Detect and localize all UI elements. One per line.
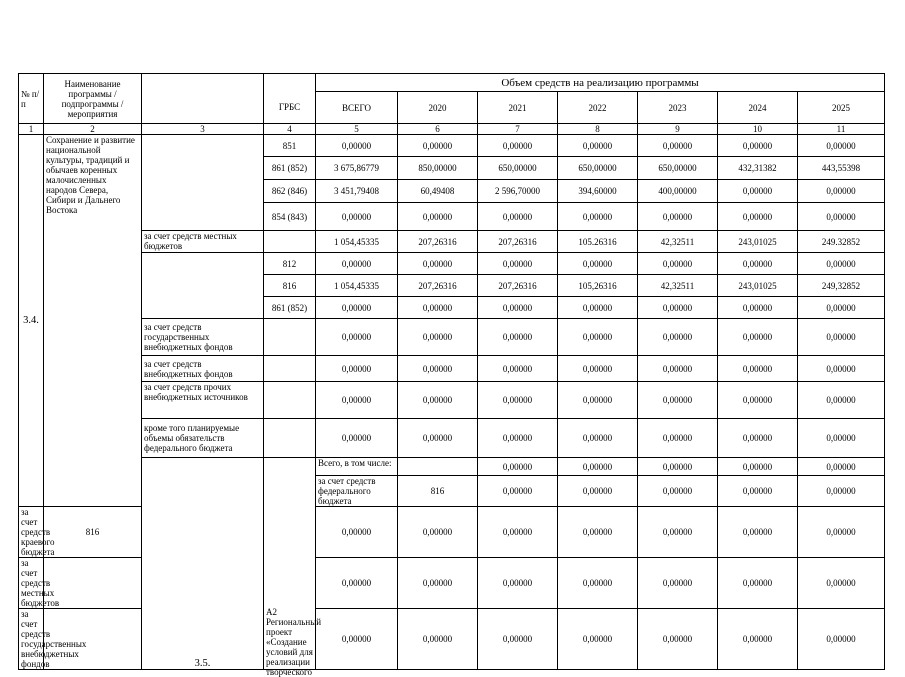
header-year: 2020 <box>398 92 478 124</box>
col-number: 11 <box>798 124 885 135</box>
value-cell: 0,00000 <box>798 180 885 203</box>
value-cell: 0,00000 <box>316 507 398 558</box>
value-cell: 0,00000 <box>638 356 718 382</box>
value-cell: 0,00000 <box>478 419 558 458</box>
value-cell: 0,00000 <box>558 458 638 476</box>
value-cell: 0,00000 <box>798 319 885 356</box>
grbs-cell: 862 (846) <box>264 180 316 203</box>
header-grbs-top <box>264 74 316 92</box>
value-cell: 0,00000 <box>798 507 885 558</box>
budget-table <box>18 73 885 677</box>
value-cell: 0,00000 <box>638 297 718 319</box>
value-cell: 0,00000 <box>558 253 638 275</box>
value-cell: 0,00000 <box>398 135 478 157</box>
value-cell: 42,32511 <box>638 275 718 297</box>
value-cell: 0,00000 <box>478 458 558 476</box>
value-cell: 0,00000 <box>718 507 798 558</box>
value-cell: 0,00000 <box>798 558 885 609</box>
value-cell: 0,00000 <box>718 558 798 609</box>
value-cell: 0,00000 <box>718 253 798 275</box>
value-cell: 0,00000 <box>316 356 398 382</box>
value-cell: 0,00000 <box>316 382 398 419</box>
value-cell: 0,00000 <box>798 476 885 507</box>
budget-table-sheet <box>18 73 884 677</box>
grbs-cell: 861 (852) <box>264 297 316 319</box>
value-cell: 0,00000 <box>316 319 398 356</box>
header-year: 2022 <box>558 92 638 124</box>
value-cell: 0,00000 <box>398 356 478 382</box>
value-cell: 0,00000 <box>316 297 398 319</box>
value-cell: 0,00000 <box>316 135 398 157</box>
value-cell: 0,00000 <box>798 458 885 476</box>
col-number: 8 <box>558 124 638 135</box>
value-cell: 0,00000 <box>558 356 638 382</box>
value-cell: 0,00000 <box>478 507 558 558</box>
value-cell: 0,00000 <box>798 382 885 419</box>
value-cell: 0,00000 <box>558 319 638 356</box>
value-cell: 0,00000 <box>478 297 558 319</box>
table-row <box>19 319 885 356</box>
col-number: 1 <box>19 124 44 135</box>
value-cell: 0,00000 <box>638 203 718 231</box>
value-cell: 0,00000 <box>398 203 478 231</box>
measure-name-text: Сохранение и развитие национальной культуры, традиций и обычаев коренных малочисленных народов Севера, Сибири и Дальнего Востока <box>46 135 135 215</box>
value-cell: 0,00000 <box>558 609 638 670</box>
value-cell: 1 054,45335 <box>316 275 398 297</box>
value-cell: 0,00000 <box>316 253 398 275</box>
col-number: 2 <box>44 124 142 135</box>
grbs-cell: 816 <box>44 507 142 558</box>
value-cell: 0,00000 <box>478 203 558 231</box>
column-number-row <box>19 124 885 135</box>
value-cell: 0,00000 <box>718 382 798 419</box>
value-cell: 42,32511 <box>638 231 718 253</box>
funding-source-label: за счет средств прочих внебюджетных источников <box>142 382 264 419</box>
header-year: 2021 <box>478 92 558 124</box>
value-cell: 0,00000 <box>798 356 885 382</box>
value-cell: 207,26316 <box>398 231 478 253</box>
value-cell: 0,00000 <box>558 476 638 507</box>
row-number: 3.4. <box>19 135 44 507</box>
value-cell: 243,01025 <box>718 275 798 297</box>
value-cell: 0,00000 <box>558 135 638 157</box>
value-cell: 0,00000 <box>718 135 798 157</box>
value-cell: 0,00000 <box>478 382 558 419</box>
value-cell: 0,00000 <box>316 419 398 458</box>
value-cell: 0,00000 <box>638 458 718 476</box>
value-cell: 0,00000 <box>638 135 718 157</box>
source-empty <box>142 253 264 319</box>
value-cell: 105.26316 <box>558 231 638 253</box>
value-cell: 0,00000 <box>718 180 798 203</box>
header-name: Наименование программы / подпрограммы / мероприятия <box>44 74 142 124</box>
value-cell: 60,49408 <box>398 180 478 203</box>
value-cell: 0,00000 <box>718 319 798 356</box>
value-cell: 394,60000 <box>558 180 638 203</box>
value-cell: 0,00000 <box>558 297 638 319</box>
value-cell: 650,00000 <box>478 157 558 180</box>
funding-source-label: за счет средств местных бюджетов <box>19 558 44 609</box>
value-cell: 650,00000 <box>558 157 638 180</box>
table-row <box>19 382 885 419</box>
value-cell: 0,00000 <box>398 558 478 609</box>
value-cell: 0,00000 <box>398 419 478 458</box>
table-row <box>19 419 885 458</box>
value-cell: 3 675,86779 <box>316 157 398 180</box>
value-cell: 0,00000 <box>798 609 885 670</box>
grbs-cell: 816 <box>398 476 478 507</box>
table-row <box>19 458 885 476</box>
header-total: ВСЕГО <box>316 92 398 124</box>
grbs-cell <box>264 231 316 253</box>
value-cell: 0,00000 <box>398 297 478 319</box>
grbs-cell <box>264 319 316 356</box>
value-cell: 0,00000 <box>316 558 398 609</box>
value-cell: 0,00000 <box>558 507 638 558</box>
col-number: 3 <box>142 124 264 135</box>
value-cell: 0,00000 <box>478 253 558 275</box>
header-num: № п/п <box>19 74 44 124</box>
grbs-cell <box>264 419 316 458</box>
header-year: 2024 <box>718 92 798 124</box>
value-cell: 0,00000 <box>558 419 638 458</box>
funding-source-label: за счет средств федерального бюджета <box>316 476 398 507</box>
measure-name-text: А2 Региональный проект «Создание условий для реализации творческого <box>266 607 322 677</box>
value-cell: 0,00000 <box>638 382 718 419</box>
table-row <box>19 231 885 253</box>
value-cell: 207,26316 <box>398 275 478 297</box>
header-year: 2025 <box>798 92 885 124</box>
value-cell: 0,00000 <box>478 558 558 609</box>
funding-source-label: за счет средств краевого бюджета <box>19 507 44 558</box>
col-number: 5 <box>316 124 398 135</box>
col-number: 9 <box>638 124 718 135</box>
value-cell: 0,00000 <box>398 609 478 670</box>
funding-source-label: за счет средств внебюджетных фондов <box>142 356 264 382</box>
value-cell: 0,00000 <box>478 356 558 382</box>
value-cell: 0,00000 <box>798 297 885 319</box>
value-cell: 650,00000 <box>638 157 718 180</box>
funding-source-label: Всего, в том числе: <box>316 458 398 476</box>
measure-name <box>264 458 322 677</box>
funding-source-label: за счет средств государственных внебюджетных фондов <box>142 319 264 356</box>
funding-source-label: кроме того планируемые объемы обязательств федерального бюджета <box>142 419 264 458</box>
value-cell: 0,00000 <box>316 203 398 231</box>
value-cell: 0,00000 <box>718 203 798 231</box>
value-cell: 0,00000 <box>478 135 558 157</box>
value-cell: 0,00000 <box>638 507 718 558</box>
value-cell: 850,00000 <box>398 157 478 180</box>
value-cell: 0,00000 <box>316 609 398 670</box>
value-cell: 0,00000 <box>718 297 798 319</box>
grbs-cell: 861 (852) <box>264 157 316 180</box>
value-cell: 2 596,70000 <box>478 180 558 203</box>
grbs-cell <box>264 382 316 419</box>
value-cell: 0,00000 <box>478 319 558 356</box>
row-number: 3.5. <box>142 458 264 670</box>
value-cell: 0,00000 <box>718 609 798 670</box>
value-cell: 0,00000 <box>718 356 798 382</box>
value-cell: 0,00000 <box>398 382 478 419</box>
value-cell: 0,00000 <box>398 253 478 275</box>
grbs-cell <box>398 458 478 476</box>
grbs-cell: 812 <box>264 253 316 275</box>
measure-name <box>44 135 142 507</box>
value-cell: 0,00000 <box>558 203 638 231</box>
table-row <box>19 253 885 275</box>
value-cell: 0,00000 <box>638 319 718 356</box>
value-cell: 243,01025 <box>718 231 798 253</box>
value-cell: 0,00000 <box>718 458 798 476</box>
value-cell: 0,00000 <box>638 253 718 275</box>
value-cell: 3 451,79408 <box>316 180 398 203</box>
header-empty <box>142 74 264 124</box>
value-cell: 0,00000 <box>798 203 885 231</box>
value-cell: 0,00000 <box>718 419 798 458</box>
funding-source-label: за счет средств государственных внебюджетных фондов <box>19 609 44 670</box>
table-row <box>19 356 885 382</box>
value-cell: 432,31382 <box>718 157 798 180</box>
value-cell: 443,55398 <box>798 157 885 180</box>
header-row-1 <box>19 74 885 92</box>
header-grbs: ГРБС <box>264 92 316 124</box>
value-cell: 207,26316 <box>478 231 558 253</box>
value-cell: 0,00000 <box>798 253 885 275</box>
value-cell: 0,00000 <box>638 419 718 458</box>
value-cell: 207,26316 <box>478 275 558 297</box>
value-cell: 0,00000 <box>558 558 638 609</box>
grbs-cell: 851 <box>264 135 316 157</box>
value-cell: 0,00000 <box>638 609 718 670</box>
value-cell: 249.32852 <box>798 231 885 253</box>
value-cell: 249,32852 <box>798 275 885 297</box>
value-cell: 1 054,45335 <box>316 231 398 253</box>
grbs-cell: 816 <box>264 275 316 297</box>
value-cell: 0,00000 <box>718 476 798 507</box>
col-number: 6 <box>398 124 478 135</box>
grbs-cell <box>264 356 316 382</box>
header-year: 2023 <box>638 92 718 124</box>
value-cell: 0,00000 <box>398 507 478 558</box>
value-cell: 105,26316 <box>558 275 638 297</box>
source-empty <box>142 135 264 231</box>
col-number: 10 <box>718 124 798 135</box>
value-cell: 400,00000 <box>638 180 718 203</box>
value-cell: 0,00000 <box>478 609 558 670</box>
value-cell: 0,00000 <box>638 558 718 609</box>
value-cell: 0,00000 <box>478 476 558 507</box>
grbs-cell: 854 (843) <box>264 203 316 231</box>
col-number: 4 <box>264 124 316 135</box>
value-cell: 0,00000 <box>798 135 885 157</box>
funding-source-label: за счет средств местных бюджетов <box>142 231 264 253</box>
value-cell: 0,00000 <box>638 476 718 507</box>
value-cell: 0,00000 <box>558 382 638 419</box>
table-row <box>19 135 885 157</box>
value-cell: 0,00000 <box>398 319 478 356</box>
header-volume: Объем средств на реализацию программы <box>316 74 885 92</box>
value-cell: 0,00000 <box>798 419 885 458</box>
col-number: 7 <box>478 124 558 135</box>
